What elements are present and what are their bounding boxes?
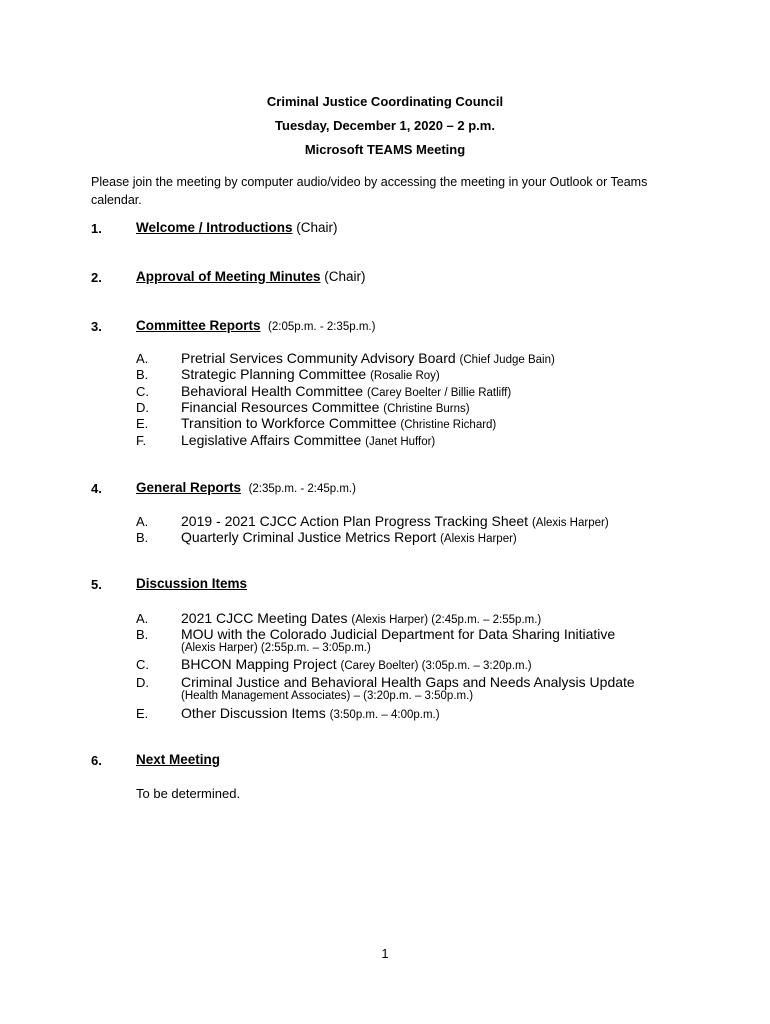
item-letter: C. [136,657,149,672]
item-note: (Chief Judge Bain) [459,354,555,366]
meeting-type: Microsoft TEAMS Meeting [304,142,466,157]
item-sub-note: (Alexis Harper) (2:55p.m. – 3:05p.m.) [181,642,371,654]
list-item [181,513,609,529]
section-number: 3. [91,319,102,334]
section-title-committee-reports [136,318,375,333]
item-text: Behavioral Health Committee [181,383,364,399]
list-item [181,415,496,431]
section-title-text: Discussion Items [136,576,248,591]
next-meeting-body: To be determined. [136,786,241,801]
section-title-discussion-items [136,576,247,591]
item-letter: E. [136,706,149,721]
intro-paragraph: Please join the meeting by computer audio/video by accessing the meeting in your Outlook or Teams calendar. [91,175,648,207]
section-note: (2:05p.m. - 2:35p.m.) [268,321,376,333]
section-title-text: Approval of Meeting Minutes [136,269,321,284]
section-title-text: Welcome / Introductions [136,220,293,235]
item-note: (Carey Boelter / Billie Ratliff) [366,387,512,399]
item-letter: B. [136,530,149,545]
item-text: Financial Resources Committee [181,399,380,415]
item-note: (Christine Richard) [400,419,497,431]
list-item [181,383,511,399]
meeting-date: Tuesday, December 1, 2020 – 2 p.m. [275,118,495,133]
section-title-next-meeting [136,752,220,767]
item-letter: A. [136,514,149,529]
item-letter: F. [136,433,147,448]
section-note: (2:35p.m. - 2:45p.m.) [248,483,356,495]
item-letter: B. [136,367,149,382]
list-item [181,350,555,366]
item-text: Transition to Workforce Committee [181,415,397,431]
section-title-general-reports [136,480,356,495]
list-item [181,529,517,545]
list-item [181,366,440,382]
item-note: (3:50p.m. – 4:00p.m.) [329,709,440,721]
list-item [181,610,541,626]
section-title-text: General Reports [136,480,242,495]
section-title-text: Next Meeting [136,752,221,767]
section-number: 2. [91,270,102,285]
item-letter: D. [136,400,149,415]
item-note: (Carey Boelter) (3:05p.m. – 3:20p.m.) [340,660,532,672]
section-note: (Chair) [324,269,366,284]
item-note: (Alexis Harper) (2:45p.m. – 2:55p.m.) [351,614,542,626]
item-letter: E. [136,416,149,431]
item-note: (Janet Huffor) [365,436,436,448]
item-text: 2021 CJCC Meeting Dates [181,610,348,626]
item-text: BHCON Mapping Project [181,656,337,672]
section-number: 1. [91,221,102,236]
page-number: 1 [381,946,389,961]
section-number: 5. [91,577,102,592]
item-letter: D. [136,675,149,690]
item-sub-note: (Health Management Associates) – (3:20p.m. – 3:50p.m.) [181,690,474,702]
list-item [181,432,435,448]
item-note: (Alexis Harper) [440,533,517,545]
list-item [181,656,532,672]
item-letter: B. [136,627,149,642]
item-letter: C. [136,384,149,399]
list-item [181,399,470,415]
item-letter: A. [136,611,149,626]
item-text: Strategic Planning Committee [181,366,367,382]
item-text: 2019 - 2021 CJCC Action Plan Progress Tracking Sheet [181,513,529,529]
item-text: Criminal Justice and Behavioral Health Gaps and Needs Analysis Update [181,674,635,690]
list-item [181,626,615,642]
item-letter: A. [136,351,149,366]
section-title-text: Committee Reports [136,318,261,333]
council-title: Criminal Justice Coordinating Council [266,94,504,109]
item-text: Pretrial Services Community Advisory Board [181,350,456,366]
section-number: 6. [91,753,102,768]
item-text: Other Discussion Items [181,705,326,721]
list-item [181,705,440,721]
item-note: (Rosalie Roy) [370,370,440,382]
item-note: (Christine Burns) [383,403,470,415]
section-note: (Chair) [296,220,338,235]
list-item [181,674,635,690]
item-text: Quarterly Criminal Justice Metrics Report [181,529,437,545]
item-text: MOU with the Colorado Judicial Department for Data Sharing Initiative [181,626,616,642]
section-number: 4. [91,481,102,496]
section-title-approval [136,269,366,284]
item-text: Legislative Affairs Committee [181,432,362,448]
item-note: (Alexis Harper) [531,517,609,529]
section-title-welcome [136,220,338,235]
